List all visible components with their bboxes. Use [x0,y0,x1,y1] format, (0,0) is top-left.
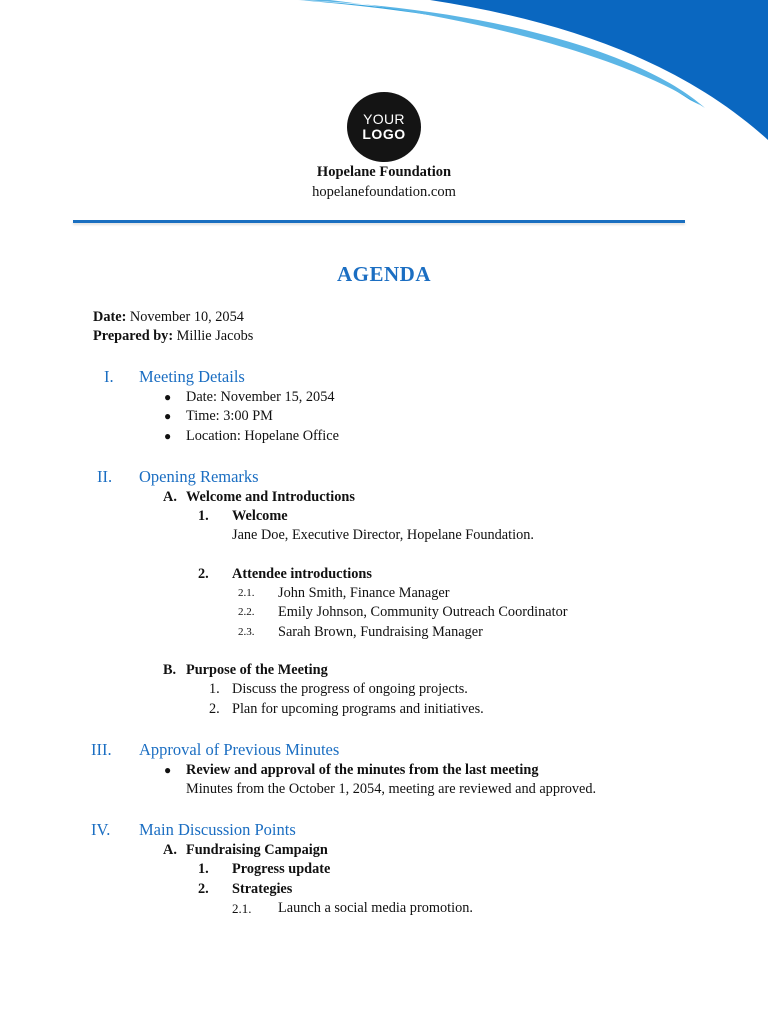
date-line [93,308,244,327]
header-divider [73,220,685,223]
bullet-icon: ● [164,429,172,443]
bullet-icon: ● [164,409,172,423]
section-2-title: Opening Remarks [139,467,259,486]
bullet-text: Minutes from the October 1, 2054, meeting are reviewed and approved. [186,781,597,797]
prepared-by-line [93,327,253,346]
logo [347,92,421,162]
prepared-by-value: Millie Jacobs [176,328,254,344]
organization-name: Hopelane Foundation [316,164,452,180]
item-text: Jane Doe, Executive Director, Hopelane Foundation. [232,527,534,543]
sub-item-text: Emily Johnson, Community Outreach Coordinator [278,604,568,620]
date-label: Date: [93,309,127,325]
subsection-title: Fundraising Campaign [186,842,328,858]
item-title: Welcome [232,508,288,524]
organization-website: hopelanefoundation.com [312,184,456,200]
sub-item-number: 2.3. [238,626,255,638]
section-1-title: Meeting Details [139,367,245,386]
section-1-number: I. [104,367,114,386]
subsection-letter: A. [163,489,177,505]
bullet-title: Review and approval of the minutes from the last meeting [186,762,539,778]
sub-item-number: 2.2. [238,606,255,618]
item-number: 1. [209,681,220,697]
subsection-letter: B. [163,662,177,678]
prepared-by-label: Prepared by: [93,328,174,344]
item-title: Attendee introductions [232,566,372,582]
subsection-title: Purpose of the Meeting [186,662,328,678]
logo-line-1: YOUR [363,111,405,127]
item-number: 1. [198,861,209,877]
list-item: Date: November 15, 2054 [186,389,335,405]
section-3-title: Approval of Previous Minutes [139,740,340,759]
section-4-title: Main Discussion Points [139,820,296,839]
bullet-icon: ● [164,763,172,777]
sub-item-text: John Smith, Finance Manager [278,585,450,601]
section-3-number: III. [91,740,112,759]
subsection-title: Welcome and Introductions [186,489,355,505]
page-title: AGENDA [336,262,431,286]
section-4-number: IV. [91,820,111,839]
sub-item-number: 2.1. [232,901,252,916]
sub-item-text: Sarah Brown, Fundraising Manager [278,624,483,640]
date-value: November 10, 2054 [129,309,244,325]
list-item: Location: Hopelane Office [186,428,339,444]
section-2-number: II. [97,467,113,486]
item-title: Progress update [232,861,331,877]
bullet-icon: ● [164,390,172,404]
item-text: Plan for upcoming programs and initiatives. [232,701,484,717]
item-number: 2. [198,566,209,582]
item-number: 2. [198,881,209,897]
list-item: Time: 3:00 PM [186,408,273,424]
item-number: 2. [209,701,220,717]
sub-item-number: 2.1. [238,587,255,599]
sub-item-text: Launch a social media promotion. [278,900,473,916]
item-text: Discuss the progress of ongoing projects. [232,681,468,697]
item-number: 1. [198,508,209,524]
logo-line-2: LOGO [362,126,406,142]
item-title: Strategies [232,881,293,897]
subsection-letter: A. [163,842,177,858]
